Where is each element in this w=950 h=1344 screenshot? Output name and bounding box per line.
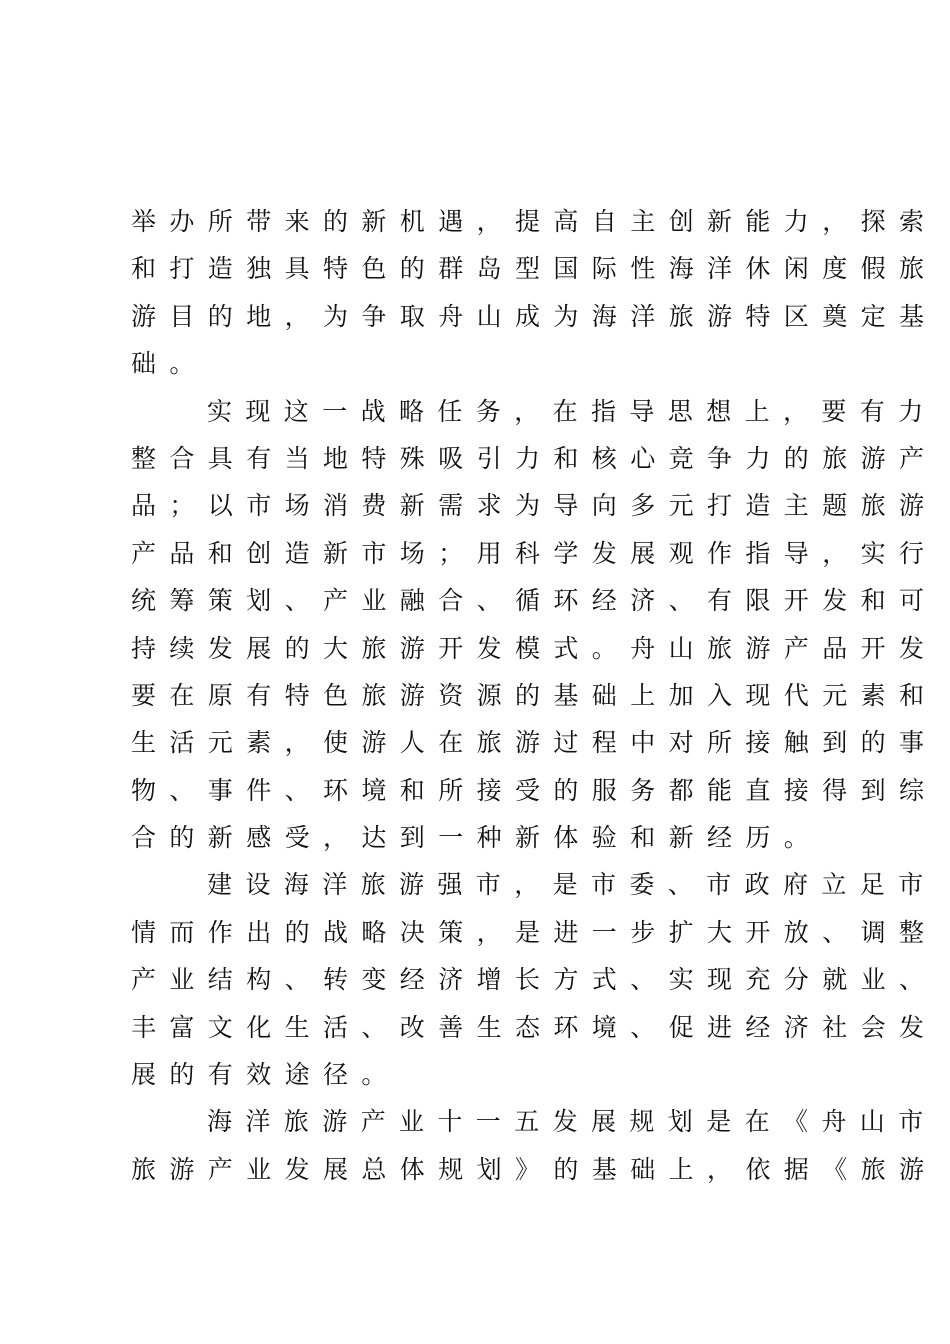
paragraph-3 (131, 861, 938, 1098)
paragraph-line-first: 海洋旅游产业十一五发展规划是在《舟山市 (207, 1107, 937, 1137)
paragraph-line: 要在原有特色旅游资源的基础上加入现代元素和 (131, 680, 938, 710)
paragraph-line: 品；以市场消费新需求为导向多元打造主题旅游 (131, 491, 938, 521)
paragraph-line: 产业结构、转变经济增长方式、实现充分就业、 (131, 965, 938, 995)
paragraph-4 (131, 1098, 938, 1193)
paragraph-line: 游目的地，为争取舟山成为海洋旅游特区奠定基 (131, 301, 938, 331)
paragraph-line: 情而作出的战略决策，是进一步扩大开放、调整 (131, 917, 938, 947)
paragraph-line: 整合具有当地特殊吸引力和核心竞争力的旅游产 (131, 443, 938, 473)
paragraph-line-first: 建设海洋旅游强市，是市委、市政府立足市 (207, 870, 937, 900)
paragraph-line: 展的有效途径。 (131, 1060, 400, 1090)
paragraph-line: 产品和创造新市场；用科学发展观作指导，实行 (131, 538, 938, 568)
document-body (131, 198, 938, 1193)
paragraph-line: 丰富文化生活、改善生态环境、促进经济社会发 (131, 1012, 938, 1042)
paragraph-line: 础。 (131, 349, 208, 379)
paragraph-line-first: 实现这一战略任务，在指导思想上，要有力 (207, 396, 937, 426)
paragraph-line: 旅游产业发展总体规划》的基础上，依据《旅游 (131, 1154, 938, 1184)
paragraph-line: 和打造独具特色的群岛型国际性海洋休闲度假旅 (131, 254, 938, 284)
paragraph-line: 生活元素，使游人在旅游过程中对所接触到的事 (131, 728, 938, 758)
paragraph-line: 物、事件、环境和所接受的服务都能直接得到综 (131, 775, 938, 805)
paragraph-line: 举办所带来的新机遇，提高自主创新能力，探索 (131, 207, 938, 236)
paragraph-1 (131, 198, 938, 388)
paragraph-line: 统筹策划、产业融合、循环经济、有限开发和可 (131, 586, 938, 616)
paragraph-line: 合的新感受，达到一种新体验和新经历。 (131, 823, 823, 853)
paragraph-line: 持续发展的大旅游开发模式。舟山旅游产品开发 (131, 633, 938, 663)
paragraph-2 (131, 388, 938, 862)
